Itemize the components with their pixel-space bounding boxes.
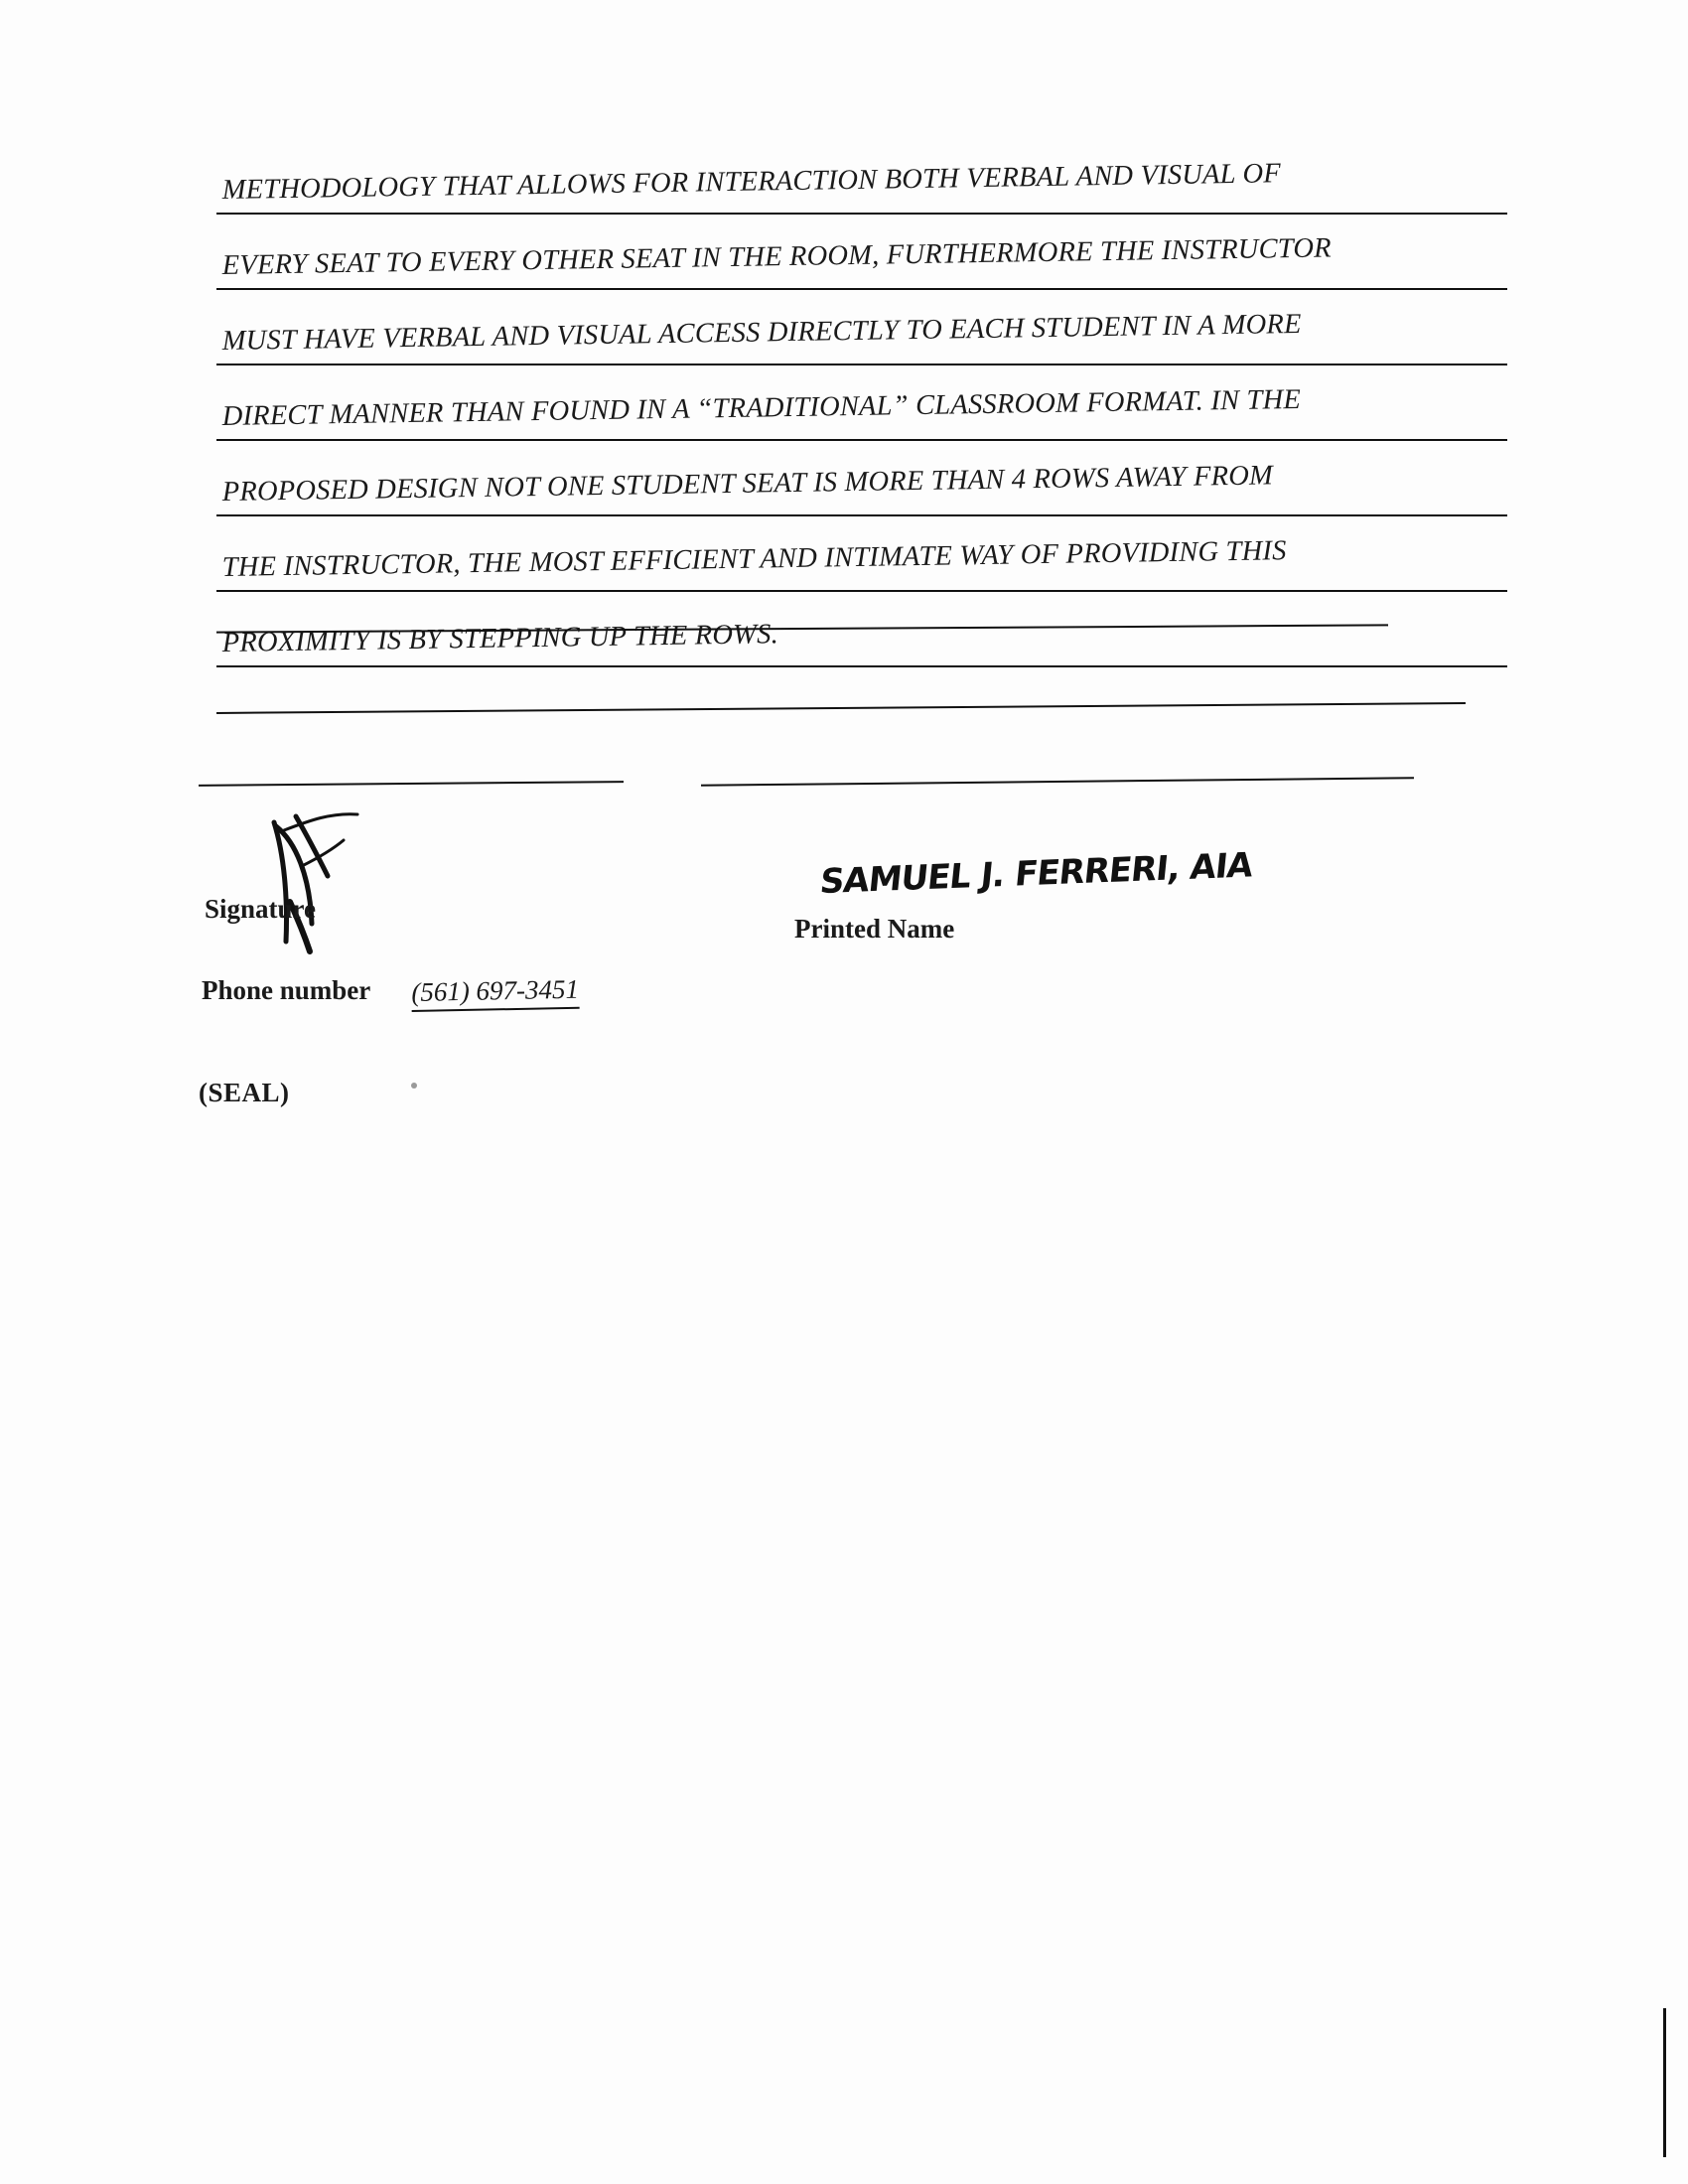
scan-speck (411, 1083, 417, 1089)
paragraph-line-text: PROPOSED DESIGN NOT ONE STUDENT SEAT IS MORE THAN 4 ROWS AWAY FROM (221, 460, 1274, 509)
seal-label: (SEAL) (199, 1078, 290, 1107)
signature-rule (199, 781, 624, 787)
writing-rule (216, 364, 1507, 365)
writing-rule (216, 288, 1507, 290)
scan-edge-artifact (1663, 2008, 1666, 2157)
writing-rule (216, 514, 1507, 516)
phone-number-value: (561) 697-3451 (411, 974, 579, 1012)
paragraph-line-text: METHODOLOGY THAT ALLOWS FOR INTERACTION BOTH VERBAL AND VISUAL OF (221, 158, 1282, 207)
paragraph-line (216, 602, 1507, 677)
paragraph-line (216, 451, 1507, 526)
paragraph-line-text: MUST HAVE VERBAL AND VISUAL ACCESS DIRECTLY TO EACH STUDENT IN A MORE (221, 308, 1302, 358)
paragraph-line (216, 149, 1507, 224)
paragraph-line (216, 526, 1507, 602)
paragraph-line-text: DIRECT MANNER THAN FOUND IN A “TRADITIONAL” CLASSROOM FORMAT. IN THE (221, 383, 1302, 433)
printed-name-label: Printed Name (794, 914, 955, 944)
signature-label: Signature (205, 894, 317, 924)
printed-name-value: SAMUEL J. FERRERI, AIA (817, 845, 1254, 903)
signature-mark (266, 806, 375, 955)
paragraph-line (216, 375, 1507, 451)
paragraph-line-text: EVERY SEAT TO EVERY OTHER SEAT IN THE ROOM, FURTHERMORE THE INSTRUCTOR (221, 232, 1332, 282)
writing-rule (216, 213, 1507, 215)
writing-rule (216, 665, 1507, 667)
paragraph-line (216, 300, 1507, 375)
blank-writing-rule (216, 702, 1466, 714)
statement-paragraph (216, 149, 1507, 677)
writing-rule (216, 439, 1507, 441)
paragraph-line-text: PROXIMITY IS BY STEPPING UP THE ROWS. (221, 619, 779, 659)
paragraph-line-text: THE INSTRUCTOR, THE MOST EFFICIENT AND INTIMATE WAY OF PROVIDING THIS (221, 535, 1287, 584)
printed-name-rule (701, 777, 1414, 787)
writing-rule (216, 590, 1507, 592)
paragraph-line (216, 224, 1507, 300)
phone-number-label: Phone number (202, 975, 371, 1005)
